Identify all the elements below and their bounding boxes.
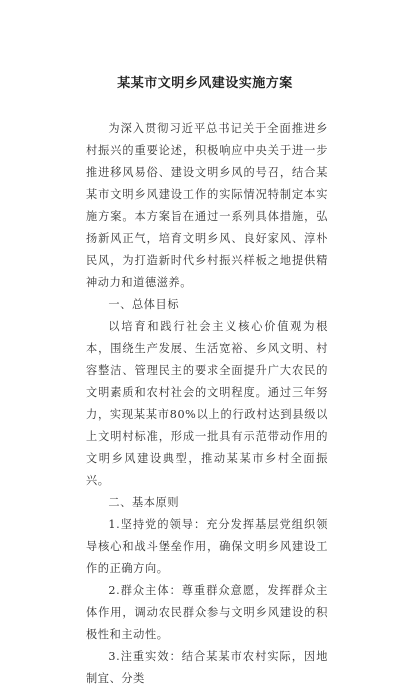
- principle-item-2: 2.群众主体：尊重群众意愿，发挥群众主体作用，调动农民群众参与文明乡风建设的积极性和主动性。: [86, 584, 328, 641]
- document-body: [86, 118, 328, 690]
- section-heading-goals: 一、总体目标: [108, 298, 180, 311]
- section-heading-principles: 二、基本原则: [108, 496, 180, 509]
- principle-item-3: 3.注重实效：结合某某市农村实际，因地制宜、分类: [86, 650, 328, 685]
- intro-paragraph: 为深入贯彻习近平总书记关于全面推进乡村振兴的重要论述，积极响应中央关于进一步推进移风易俗、建设文明乡风的号召，结合某某市文明乡风建设工作的实际情况特制定本实施方案。本方案旨在通过一系列具体措施，弘扬新风正气，培育文明乡风、良好家风、淳朴民风，为打造新时代乡村振兴样板之地提供精神动力和道德滋养。: [86, 122, 328, 289]
- principle-item-1: 1.坚持党的领导：充分发挥基层党组织领导核心和战斗堡垒作用，确保文明乡风建设工作的正确方向。: [86, 518, 328, 575]
- document-title: 某某市文明乡风建设实施方案: [117, 76, 293, 91]
- goals-paragraph: 以培育和践行社会主义核心价值观为根本，围绕生产发展、生活宽裕、乡风文明、村容整洁、管理民主的要求全面提升广大农民的文明素质和农村社会的文明程度。通过三年努力，实现某某市80%以上的行政村达到县级以上文明村标准，形成一批具有示范带动作用的文明乡风建设典型，推动某某市乡村全面振兴。: [86, 320, 328, 487]
